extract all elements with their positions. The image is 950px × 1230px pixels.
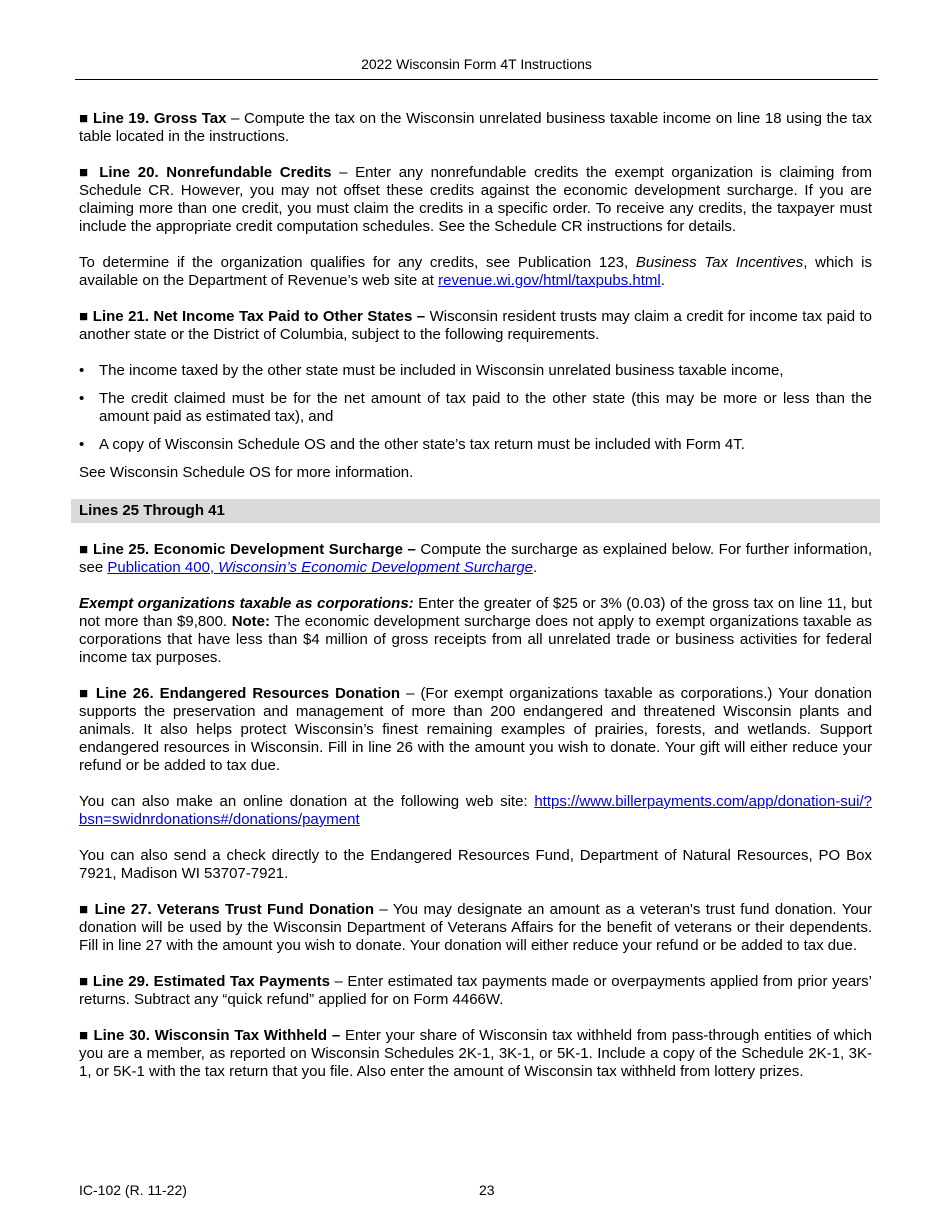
exempt-orgs-heading: Exempt organizations taxable as corporations: (79, 595, 414, 612)
line19-paragraph (79, 110, 872, 146)
credits-info-text-after: . (660, 272, 665, 289)
note-label: Note: (231, 613, 271, 630)
online-donation-text: You can also make an online donation at the following web site: (79, 793, 535, 810)
line20-heading: ■ Line 20. Nonrefundable Credits (79, 164, 332, 181)
check-donation-paragraph: You can also send a check directly to the Endangered Resources Fund, Department of Natural Resources, PO Box 7921, Madison WI 53707-7921. (79, 847, 872, 882)
line26-text: – (For exempt organizations taxable as corporations.) Your donation supports the preservation and management of more than 200 endangered and threatened Wisconsin plants and animals. It also helps protect Wisconsin’s finest remaining examples of prairies, forests, and wetlands. Support endangered resources in Wisconsin. Fill in line 26 with the amount you wish to donate. Your gift will either reduce your refund or be added to tax due. (79, 685, 872, 774)
online-donation-paragraph (79, 793, 872, 829)
line26-paragraph (79, 685, 872, 775)
line25-text: Compute the surcharge as explained below. For further information, see (79, 541, 872, 576)
line30-heading: ■ Line 30. Wisconsin Tax Withheld – (79, 1027, 341, 1044)
header-rule (75, 79, 878, 80)
line21-requirements-list (79, 362, 872, 454)
line19-text: – Compute the tax on the Wisconsin unrelated business taxable income on line 18 using the tax table located in the instructions. (79, 110, 872, 145)
publication-400-link-prefix: Publication 400, (107, 559, 219, 576)
line29-paragraph (79, 973, 872, 1009)
publication-400-link[interactable] (107, 559, 533, 576)
exempt-orgs-text1: Enter the greater of $25 or 3% (0.03) of the gross tax on line 11, but not more than $9,800. (79, 595, 872, 630)
credits-info-paragraph (79, 254, 872, 290)
taxpubs-link[interactable]: revenue.wi.gov/html/taxpubs.html (438, 272, 661, 289)
line27-paragraph (79, 901, 872, 955)
line25-heading: ■ Line 25. Economic Development Surcharge – (79, 541, 416, 558)
publication-400-link-title: Wisconsin’s Economic Development Surcharge (218, 559, 534, 576)
credits-info-text-middle: , which is available on the Department of Revenue’s web site at (79, 254, 872, 289)
line21-heading: ■ Line 21. Net Income Tax Paid to Other States – (79, 308, 426, 325)
line25-paragraph (79, 541, 872, 577)
credits-info-text-before: To determine if the organization qualifies for any credits, see Publication 123, (79, 254, 636, 271)
line25-text-after: . (533, 559, 538, 576)
credits-info-pub-title: Business Tax Incentives (635, 254, 804, 271)
page-number: 23 (479, 1182, 495, 1198)
line21-text: Wisconsin resident trusts may claim a credit for income tax paid to another state or the District of Columbia, subject to the following requirements. (79, 308, 873, 343)
list-item: • The credit claimed must be for the net amount of tax paid to the other state (this may be more or less than the amount paid as estimated tax), and (79, 390, 872, 426)
line29-heading: ■ Line 29. Estimated Tax Payments (79, 973, 330, 990)
exempt-orgs-paragraph (79, 595, 872, 667)
line26-heading: ■ Line 26. Endangered Resources Donation (79, 685, 401, 702)
form-id: IC-102 (R. 11-22) (79, 1182, 187, 1198)
page-header: 2022 Wisconsin Form 4T Instructions (361, 56, 592, 72)
line27-heading: ■ Line 27. Veterans Trust Fund Donation (79, 901, 375, 918)
schedule-os-note: See Wisconsin Schedule OS for more information. (79, 464, 414, 481)
list-item: • A copy of Wisconsin Schedule OS and the other state’s tax return must be included with Form 4T. (79, 436, 872, 454)
line30-paragraph (79, 1027, 872, 1081)
line30-text: Enter your share of Wisconsin tax withheld from pass-through entities of which you are a member, as reported on Wisconsin Schedules 2K-1, 3K-1, or 5K-1. Include a copy of the Schedule 2K-1, 3K-1, or 5K-1 with the tax return that you file. Also enter the amount of Wisconsin tax withheld from lottery prizes. (79, 1027, 872, 1080)
line20-paragraph (79, 164, 872, 236)
line29-text: – Enter estimated tax payments made or overpayments applied from prior years’ returns. Subtract any “quick refund” applied for on Form 4466W. (79, 973, 872, 1008)
list-item: • The income taxed by the other state must be included in Wisconsin unrelated business taxable income, (79, 362, 872, 380)
line19-heading: ■ Line 19. Gross Tax (79, 110, 227, 127)
line27-text: – You may designate an amount as a veteran's trust fund donation. Your donation will be used by the Wisconsin Department of Veterans Affairs for the benefit of veterans or their dependents. Fill in line 27 with the amount you wish to donate. Your donation will either reduce your refund or be added to tax due. (79, 901, 872, 954)
section-heading: Lines 25 Through 41 (71, 499, 880, 523)
donation-link[interactable]: https://www.billerpayments.com/app/donation-sui/?bsn=swidnrdonations#/donations/payment (79, 793, 872, 828)
exempt-orgs-text2: The economic development surcharge does not apply to exempt organizations taxable as corporations that have less than $4 million of gross receipts from all unrelated trade or business activities for federal income tax purposes. (79, 613, 873, 666)
line21-paragraph (79, 308, 872, 344)
line20-text: – Enter any nonrefundable credits the exempt organization is claiming from Schedule CR. However, you may not offset these credits against the economic development surcharge. If you are claiming more than one credit, you must claim the credits in a specific order. To receive any credits, the taxpayer must include the appropriate credit computation schedules. See the Schedule CR instructions for details. (79, 164, 873, 235)
document-body (79, 110, 872, 1081)
